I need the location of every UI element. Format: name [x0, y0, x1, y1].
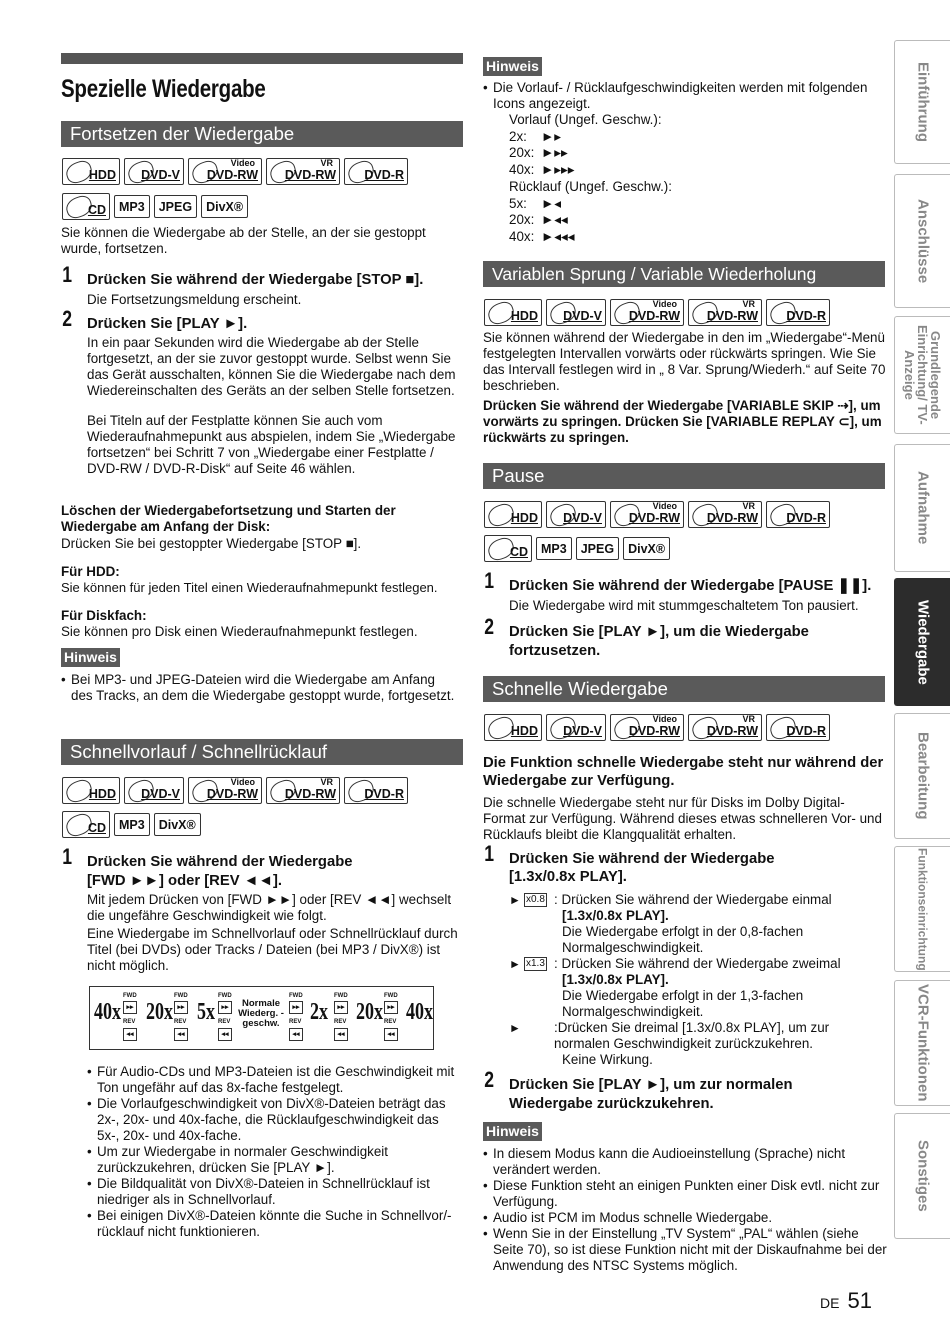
page-title: Spezielle Wiedergabe	[61, 75, 266, 103]
dvd-rw-vr-icon: VR DVD-RW	[688, 299, 762, 326]
fast-step-1-head-2: [FWD ►►] oder [REV ◄◄].	[87, 873, 283, 889]
fwd-label: FWD	[384, 993, 398, 999]
rev-label: REV	[289, 1019, 302, 1025]
note-item: • Die Bildqualität von DivX®-Dateien in Schnellrücklauf ist niedriger als in Schnellvorlauf.	[87, 1176, 463, 1208]
tab-label: Anschlüsse	[914, 198, 932, 284]
pause-step-1-body: Die Wiedergabe wird mit stummgeschaltetem Ton pausiert.	[509, 598, 859, 613]
disk-heading: Für Diskfach:	[61, 608, 147, 623]
hint-item: • Diese Funktion steht an einigen Punkten einer Disk evtl. nicht zur Verfügung.	[483, 1178, 887, 1210]
fwd-button-icon: ▸▸	[174, 1001, 188, 1014]
quick-row-normal-text	[554, 1020, 887, 1068]
divx-icon: DivX®	[623, 537, 670, 560]
rev-button-icon: ◂◂	[123, 1028, 137, 1041]
page-num: 51	[847, 1288, 872, 1313]
row-text: : Drücken Sie während der Wiedergabe zweimal	[554, 956, 841, 971]
quick-intro-body: Die schnelle Wiedergabe steht nur für Disks im Dolby Digital-Format zur Verfügung. Während dieses etwas schnelleren Vor- und Rücklaufs bleibt die Klangqualität erhalten.	[483, 795, 882, 842]
hdd-icon: HDD	[484, 501, 542, 528]
dvd-r-icon: DVD-R	[766, 299, 830, 326]
dvd-r-icon: DVD-R	[766, 714, 830, 741]
pause-step-2-head-2: fortzusetzen.	[509, 643, 601, 659]
tab-vcr-funktionen[interactable]	[894, 980, 950, 1106]
x13-badge: x1.3	[526, 958, 545, 969]
tab-label: Wiedergabe	[914, 599, 932, 685]
speed-row: 20x: ►◂◂	[509, 212, 568, 228]
language-code: DE	[820, 1295, 840, 1311]
note-item: • Um zur Wiedergabe in normaler Geschwindigkeit zurückzukehren, drücken Sie [PLAY ►].	[87, 1144, 463, 1176]
mp3-icon: MP3	[536, 537, 572, 560]
quick-row-08-text	[554, 892, 887, 956]
tab-sonstiges[interactable]	[894, 1113, 950, 1239]
tab-aufnahme[interactable]	[894, 444, 950, 572]
speed-row: 40x: ►◂◂◂	[509, 228, 575, 244]
tab-label: Sonstiges	[914, 1140, 932, 1212]
hint-list-right-top	[483, 80, 878, 112]
dvd-rw-vr-icon: VR DVD-RW	[266, 777, 340, 804]
jpeg-icon: JPEG	[154, 195, 197, 218]
icon-row-media-5	[484, 299, 830, 326]
x08-badge: x0.8	[526, 894, 545, 905]
tab-label: Einführung	[914, 62, 932, 142]
speed-row: 5x: ►◂	[509, 195, 561, 211]
dvd-v-icon: DVD-V	[546, 299, 606, 326]
tab-wiedergabe[interactable]	[894, 578, 950, 706]
icon-row-media-2	[62, 193, 248, 220]
fwd-button-icon: ▸▸	[289, 1001, 303, 1014]
reverse-label: Rücklauf (Ungef. Geschw.):	[509, 178, 672, 194]
row-desc: Keine Wirkung.	[562, 1052, 653, 1067]
section-heading-fast: Schnellvorlauf / Schnellrücklauf	[61, 739, 463, 765]
speed-row: 40x: ►▸▸▸	[509, 162, 575, 178]
tab-funktionseinrichtung[interactable]	[894, 846, 950, 972]
disk-body: Sie können pro Disk einen Wiederaufnahmepunkt festlegen.	[61, 624, 418, 639]
fwd-2x-icon: ►▸	[541, 128, 561, 144]
icon-row-media-6	[484, 501, 830, 528]
fwd-20x-icon: ►▸▸	[541, 145, 568, 161]
resume-step-2-body: In ein paar Sekunden wird die Wiedergabe ab der Stelle fortgesetzt, an der sie zuvor gestoppt wurde. Selbst wenn Sie das Gerät ausschalten, können Sie die Wiedergabe nach dem Wiedereinschalten des Geräts an der selben Stelle fortsetzen.	[87, 335, 456, 398]
fwd-button-icon: ▸▸	[334, 1001, 348, 1014]
icon-row-media-1	[62, 158, 408, 185]
speed-label: 20x	[356, 999, 383, 1025]
rev-label: REV	[174, 1019, 187, 1025]
speed-row: 2x: ►▸	[509, 128, 561, 144]
fwd-label: FWD	[218, 993, 232, 999]
quick-step-1-head-2: [1.3x/0.8x PLAY].	[509, 869, 627, 885]
rev-20x-icon: ►◂◂	[541, 212, 568, 228]
section-heading-skip: Variablen Sprung / Variable Wiederholung	[483, 261, 885, 287]
hint-item: • In diesem Modus kann die Audioeinstellung (Sprache) nicht verändert werden.	[483, 1146, 887, 1178]
page-number	[820, 1288, 872, 1313]
hdd-icon: HDD	[484, 714, 542, 741]
note-item: • Bei einigen DivX®-Dateien könnte die Suche in Schnellvor/-rücklauf nicht funktionieren.	[87, 1208, 463, 1240]
cd-icon: CD	[62, 193, 110, 220]
hint-label-right-top: Hinweis	[483, 57, 542, 76]
mp3-icon: MP3	[114, 195, 150, 218]
row-text: : Drücken Sie während der Wiedergabe einmal	[554, 892, 832, 907]
quick-row-13-text	[554, 956, 887, 1020]
cd-icon: CD	[484, 535, 532, 562]
dvd-r-icon: DVD-R	[344, 777, 408, 804]
rev-label: REV	[123, 1019, 136, 1025]
resume-step-2-body-2: Bei Titeln auf der Festplatte können Sie auch vom Wiederaufnahmepunkt aus abspielen, indem Sie „Wiedergabe fortsetzen“ bei Schritt 7 von „Wiedergabe einer Festplatte / DVD-RW / DVD-R-Disk“ auf Seite 46 wählen.	[87, 413, 456, 476]
rev-5x-icon: ►◂	[541, 195, 561, 211]
divx-icon: DivX®	[154, 813, 201, 836]
divx-icon: DivX®	[201, 195, 248, 218]
section-heading-quick: Schnelle Wiedergabe	[483, 676, 885, 702]
tab-grundlegende-einrichtung[interactable]	[894, 316, 950, 434]
fwd-label: FWD	[334, 993, 348, 999]
rev-label: REV	[384, 1019, 397, 1025]
quick-step-2-head-2: Wiedergabe zurückzukehren.	[509, 1096, 714, 1112]
hdd-icon: HDD	[62, 777, 120, 804]
hdd-icon: HDD	[484, 299, 542, 326]
hint-item: • Die Vorlauf- / Rücklaufgeschwindigkeiten werden mit folgenden Icons angezeigt.	[483, 80, 878, 112]
play-icon: ►	[509, 957, 521, 971]
speed-diagram	[89, 986, 434, 1050]
dvd-rw-video-icon: Video DVD-RW	[610, 299, 684, 326]
resume-step-1-body: Die Fortsetzungsmeldung erscheint.	[87, 292, 302, 307]
fwd-label: FWD	[174, 993, 188, 999]
tab-einfuehrung[interactable]	[894, 40, 950, 164]
rev-button-icon: ◂◂	[289, 1028, 303, 1041]
rev-label: REV	[334, 1019, 347, 1025]
row-button: [1.3x/0.8x PLAY].	[562, 972, 669, 987]
dvd-r-icon: DVD-R	[344, 158, 408, 185]
cd-icon: CD	[62, 811, 110, 838]
hint-label-right-bottom: Hinweis	[483, 1122, 542, 1141]
rev-button-icon: ◂◂	[218, 1028, 232, 1041]
note-item: • Für Audio-CDs und MP3-Dateien ist die Geschwindigkeit mit Ton ungefähr auf das 8x-fache festgelegt.	[87, 1064, 463, 1096]
tab-label: Grundlegende Einrichtung/ TV-Anzeige	[902, 325, 943, 425]
dvd-rw-vr-icon: VR DVD-RW	[688, 714, 762, 741]
icon-row-media-3	[62, 777, 408, 804]
dvd-v-icon: DVD-V	[124, 777, 184, 804]
rev-button-icon: ◂◂	[384, 1028, 398, 1041]
dvd-rw-video-icon: Video DVD-RW	[610, 501, 684, 528]
hdd-icon: HDD	[62, 158, 120, 185]
fwd-label: FWD	[123, 993, 137, 999]
section-heading-resume: Fortsetzen der Wiedergabe	[61, 121, 463, 147]
hint-item: • Bei MP3- und JPEG-Dateien wird die Wiedergabe am Anfang des Tracks, an dem die Wiedergabe gestoppt wurde, fortgesetzt.	[61, 672, 456, 704]
icon-row-media-8	[484, 714, 830, 741]
jpeg-icon: JPEG	[576, 537, 619, 560]
fwd-40x-icon: ►▸▸▸	[541, 162, 575, 178]
dvd-v-icon: DVD-V	[546, 714, 606, 741]
resume-intro: Sie können die Wiedergabe ab der Stelle, an der sie gestoppt wurde, fortsetzen.	[61, 225, 426, 256]
hint-item: • Wenn Sie in der Einstellung „TV System“ „PAL“ wählen (siehe Seite 70), so ist diese Funktion nicht mit der Diskaufnahme bei der Anwendung des NTSC Systems möglich.	[483, 1226, 887, 1274]
dvd-rw-vr-icon: VR DVD-RW	[266, 158, 340, 185]
skip-body: Sie können während der Wiedergabe in den im „Wiedergabe“-Menü festgelegten Intervallen vorwärts oder rückwärts springen. Wie Sie das Intervall festlegen wird in „ 8 Var. Sprung/Wiederh.“ auf Seite 70 beschrieben.	[483, 330, 886, 393]
tab-label: VCR-Funktionen	[914, 984, 932, 1102]
dvd-rw-vr-icon: VR DVD-RW	[688, 501, 762, 528]
hint-label-left: Hinweis	[61, 648, 120, 667]
play-icon: ►	[509, 1021, 521, 1035]
tab-anschluesse[interactable]	[894, 174, 950, 308]
hdd-heading: Für HDD:	[61, 564, 120, 579]
speed-row: 20x: ►▸▸	[509, 145, 568, 161]
normal-speed-label: Normale Wiederg. -geschw.	[238, 998, 284, 1029]
speed-icon-table	[509, 112, 672, 246]
fast-step-1-body: Mit jedem Drücken von [FWD ►►] oder [REV ◄◄] wechselt die ungefähre Geschwindigkeit wie folgt.	[87, 892, 452, 923]
dvd-rw-video-icon: Video DVD-RW	[188, 777, 262, 804]
quick-intro-bold: Die Funktion schnelle Wiedergabe steht nur während der Wiedergabe zur Verfügung.	[483, 755, 884, 789]
row-desc: Die Wiedergabe erfolgt in der 1,3-fachen Normalgeschwindigkeit.	[562, 988, 804, 1019]
hdd-body: Sie können für jeden Titel einen Wiederaufnahmepunkt festlegen.	[61, 580, 438, 595]
rev-button-icon: ◂◂	[174, 1028, 188, 1041]
dvd-v-icon: DVD-V	[546, 501, 606, 528]
hint-list-left	[61, 672, 456, 704]
dvd-rw-video-icon: Video DVD-RW	[188, 158, 262, 185]
tab-bearbeitung[interactable]	[894, 713, 950, 839]
section-heading-pause: Pause	[483, 463, 885, 489]
rev-40x-icon: ►◂◂◂	[541, 228, 575, 244]
fwd-button-icon: ▸▸	[384, 1001, 398, 1014]
play-icon: ►	[509, 893, 521, 907]
row-text: :Drücken Sie dreimal [1.3x/0.8x PLAY], um zur normalen Geschwindigkeit zurückzukehren.	[554, 1020, 830, 1051]
fast-notes-list	[87, 1064, 463, 1240]
fwd-label: FWD	[289, 993, 303, 999]
speed-label: 2x	[310, 999, 328, 1025]
icon-row-media-4	[62, 811, 201, 838]
hint-list-right-bottom	[483, 1146, 887, 1274]
fast-step-1-body-2: Eine Wiedergabe im Schnellvorlauf oder Schnellrücklauf durch Titel (bei DVDs) oder Tracks / Dateien (bei MP3 / DivX®) ist nicht möglich.	[87, 926, 458, 973]
tab-label: Funktionseinrichtung	[915, 847, 930, 971]
speed-label: 40x	[94, 999, 121, 1025]
hint-item: • Audio ist PCM im Modus schnelle Wiedergabe.	[483, 1210, 887, 1226]
mp3-icon: MP3	[114, 813, 150, 836]
speed-label: 40x	[406, 999, 433, 1025]
skip-instruction: Drücken Sie während der Wiedergabe [VARIABLE SKIP ⇢], um vorwärts zu springen. Drücken Sie [VARIABLE REPLAY ⊂], um rückwärts zu springen.	[483, 398, 882, 445]
tab-label: Bearbeitung	[914, 732, 932, 820]
fwd-button-icon: ▸▸	[218, 1001, 232, 1014]
dvd-r-icon: DVD-R	[766, 501, 830, 528]
speed-label: 20x	[146, 999, 173, 1025]
forward-label: Vorlauf (Ungef. Geschw.):	[509, 112, 662, 127]
row-button: [1.3x/0.8x PLAY].	[562, 908, 669, 923]
cancel-body: Drücken Sie bei gestoppter Wiedergabe [STOP ■].	[61, 536, 362, 551]
speed-label: 5x	[197, 999, 215, 1025]
dvd-v-icon: DVD-V	[124, 158, 184, 185]
note-item: • Die Vorlaufgeschwindigkeit von DivX®-Dateien beträgt das 2x-, 20x- und 40x-fache, die Rücklaufgeschwindigkeit das 5x-, 20x- und 40x-fache.	[87, 1096, 463, 1144]
fwd-button-icon: ▸▸	[123, 1001, 137, 1014]
row-desc: Die Wiedergabe erfolgt in der 0,8-fachen Normalgeschwindigkeit.	[562, 924, 804, 955]
cancel-heading: Löschen der Wiedergabefortsetzung und Starten der Wiedergabe am Anfang der Disk:	[61, 503, 396, 534]
rev-button-icon: ◂◂	[334, 1028, 348, 1041]
tab-label: Aufnahme	[914, 471, 932, 545]
dvd-rw-video-icon: Video DVD-RW	[610, 714, 684, 741]
icon-row-media-7	[484, 535, 670, 562]
rev-label: REV	[218, 1019, 231, 1025]
title-bar	[61, 53, 463, 64]
